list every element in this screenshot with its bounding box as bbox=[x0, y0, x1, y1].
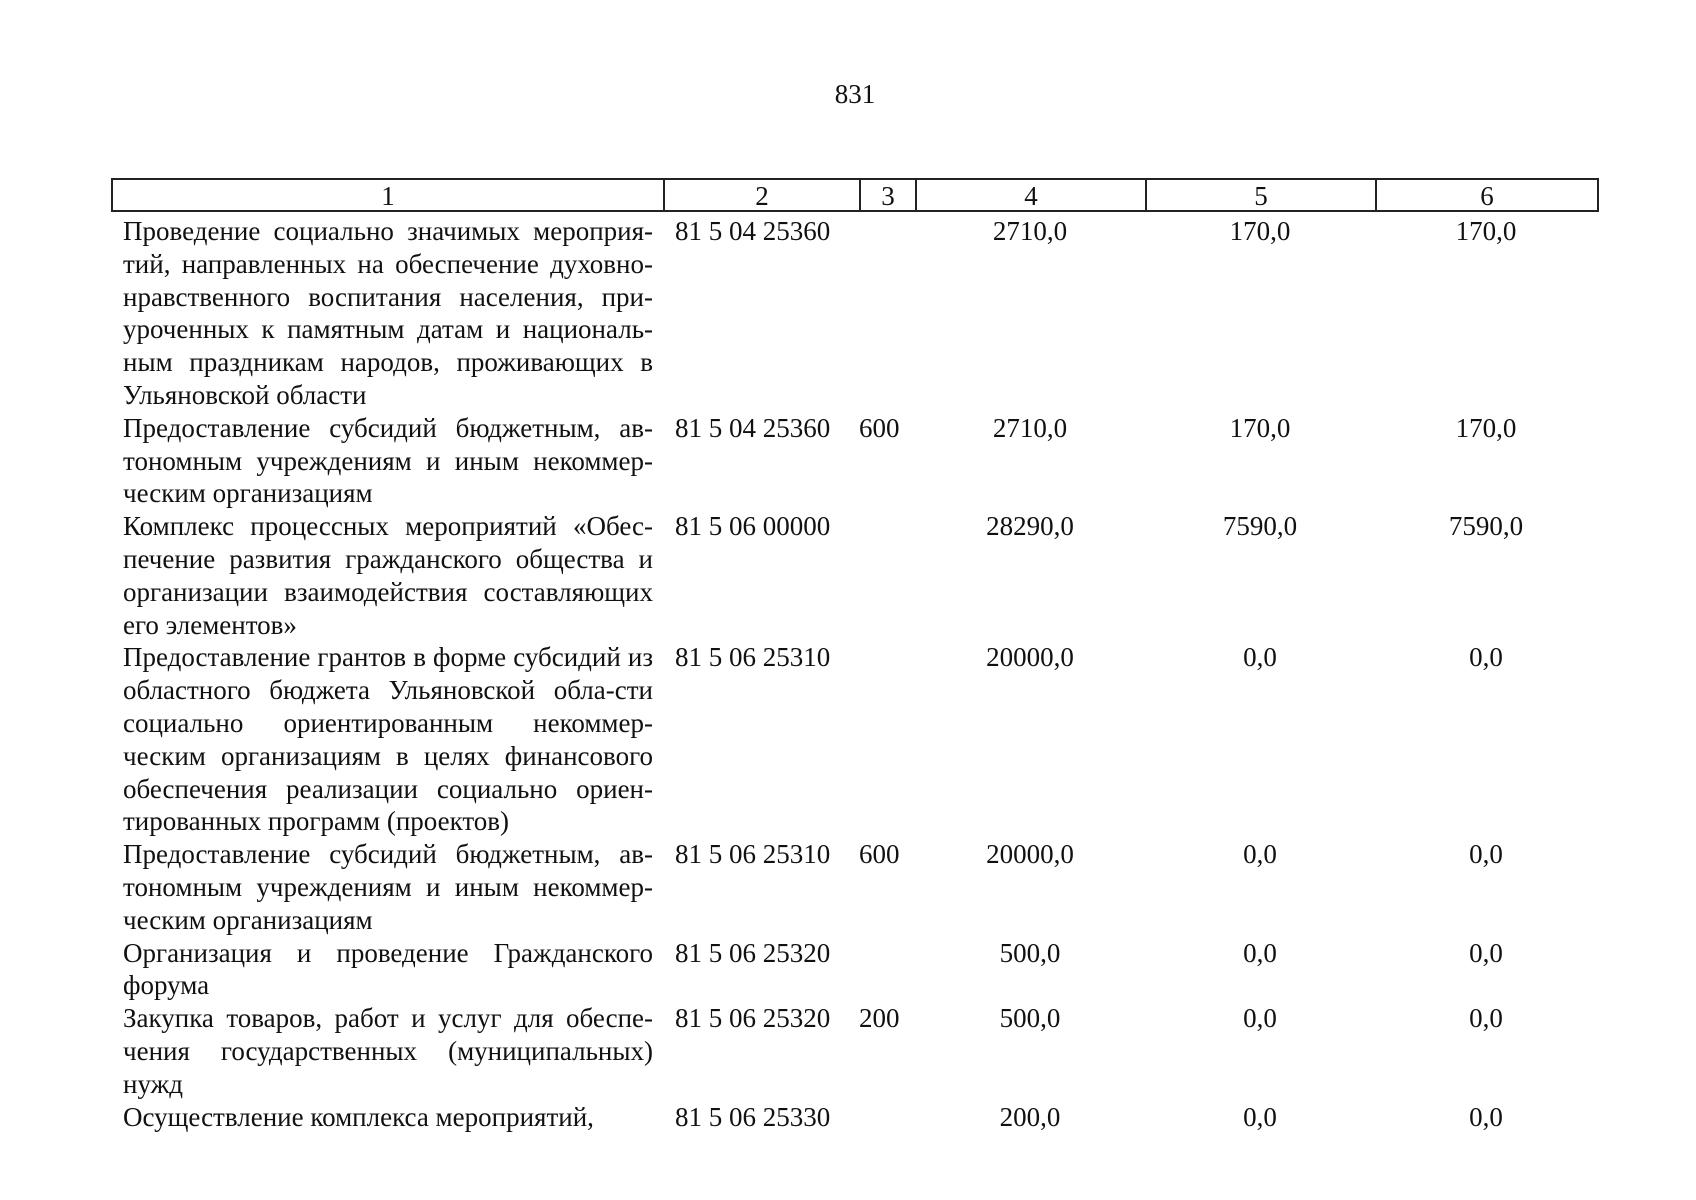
row-value-col4: 20000,0 bbox=[986, 642, 1074, 673]
row-name-cell: Проведение социально значимых мероприя-тий, направленных на обеспечение духовно-нравственного воспитания населения, при-уроченных к памятным датам и националь-ным праздникам народов, проживающих в Ульяновской области bbox=[123, 216, 653, 410]
column-header-row bbox=[111, 178, 1599, 212]
row-name-cell: Предоставление субсидий бюджетным, ав-тономным учреждениям и иным некоммер-ческим организациям bbox=[123, 412, 653, 509]
table-row bbox=[111, 838, 1597, 936]
row-value-col5: 0,0 bbox=[1243, 1101, 1277, 1132]
table-row bbox=[111, 510, 1597, 641]
row-value-col6: 0,0 bbox=[1469, 937, 1503, 968]
row-value-col6: 170,0 bbox=[1455, 412, 1517, 443]
row-code-cell: 81 5 06 25310 bbox=[675, 642, 831, 673]
row-value-col6: 0,0 bbox=[1469, 1003, 1503, 1034]
row-value-col5: 170,0 bbox=[1229, 216, 1291, 246]
column-header-4: 4 bbox=[916, 179, 1146, 211]
table-row bbox=[111, 1002, 1597, 1100]
column-header-1: 1 bbox=[112, 179, 664, 211]
row-value-col4: 2710,0 bbox=[992, 412, 1068, 443]
row-code-cell: 81 5 06 25320 bbox=[675, 1003, 831, 1034]
row-name-cell: Осуществление комплекса мероприятий, bbox=[123, 1101, 594, 1132]
table-body bbox=[111, 215, 1597, 1133]
table-row bbox=[111, 937, 1597, 1003]
row-value-col5: 0,0 bbox=[1243, 839, 1277, 870]
row-code-cell: 81 5 06 25310 bbox=[675, 839, 831, 870]
row-value-col6: 0,0 bbox=[1469, 642, 1503, 673]
row-type-cell bbox=[859, 937, 915, 1003]
row-name-cell: Организация и проведение Гражданского форума bbox=[123, 937, 653, 1001]
row-name-cell: Комплекс процессных мероприятий «Обес-печение развития гражданского общества и организации взаимодействия составляющих его элементов» bbox=[123, 511, 653, 640]
row-value-col5: 0,0 bbox=[1243, 642, 1277, 673]
row-value-col4: 2710,0 bbox=[992, 216, 1068, 246]
row-value-col6: 170,0 bbox=[1455, 216, 1517, 246]
row-value-col4: 28290,0 bbox=[986, 511, 1074, 542]
table-row bbox=[111, 641, 1597, 838]
column-header-2: 2 bbox=[664, 179, 860, 211]
row-code-cell: 81 5 04 25360 bbox=[675, 216, 831, 246]
page-number: 831 bbox=[834, 79, 876, 109]
row-value-col4: 500,0 bbox=[999, 937, 1061, 968]
column-header-6: 6 bbox=[1376, 179, 1598, 211]
row-value-col5: 170,0 bbox=[1229, 412, 1291, 443]
row-value-col5: 7590,0 bbox=[1222, 511, 1298, 542]
row-value-col6: 7590,0 bbox=[1448, 511, 1524, 542]
row-name-cell: Предоставление субсидий бюджетным, ав-тономным учреждениям и иным некоммер-ческим организациям bbox=[123, 839, 653, 935]
row-value-col5: 0,0 bbox=[1243, 937, 1277, 968]
row-name-cell: Предоставление грантов в форме субсидий из областного бюджета Ульяновской обла-сти социально ориентированным некоммер-ческим организациям в целях финансового обеспечения реализации социально ориен-тированных программ (проектов) bbox=[123, 642, 653, 837]
table-row bbox=[111, 1101, 1597, 1134]
row-type-cell bbox=[859, 510, 915, 641]
table-row bbox=[111, 412, 1597, 510]
row-code-cell: 81 5 06 25330 bbox=[675, 1101, 831, 1132]
column-header-5: 5 bbox=[1146, 179, 1376, 211]
row-type-cell: 600 bbox=[859, 839, 900, 870]
column-header-3: 3 bbox=[860, 179, 916, 211]
row-value-col6: 0,0 bbox=[1469, 1101, 1503, 1132]
row-code-cell: 81 5 06 25320 bbox=[675, 937, 831, 968]
row-type-cell: 600 bbox=[859, 412, 900, 443]
row-type-cell bbox=[859, 215, 915, 412]
row-value-col5: 0,0 bbox=[1243, 1003, 1277, 1034]
row-name-cell: Закупка товаров, работ и услуг для обеспе-чения государственных (муниципальных) нужд bbox=[123, 1003, 653, 1099]
row-type-cell bbox=[859, 1101, 915, 1134]
row-value-col4: 200,0 bbox=[999, 1101, 1061, 1132]
row-code-cell: 81 5 06 00000 bbox=[675, 511, 831, 542]
budget-table bbox=[111, 215, 1597, 1133]
row-code-cell: 81 5 04 25360 bbox=[675, 412, 831, 443]
row-value-col4: 20000,0 bbox=[986, 839, 1074, 870]
table-row bbox=[111, 215, 1597, 412]
row-value-col6: 0,0 bbox=[1469, 839, 1503, 870]
row-type-cell bbox=[859, 641, 915, 838]
row-value-col4: 500,0 bbox=[999, 1003, 1061, 1034]
row-type-cell: 200 bbox=[859, 1003, 900, 1034]
